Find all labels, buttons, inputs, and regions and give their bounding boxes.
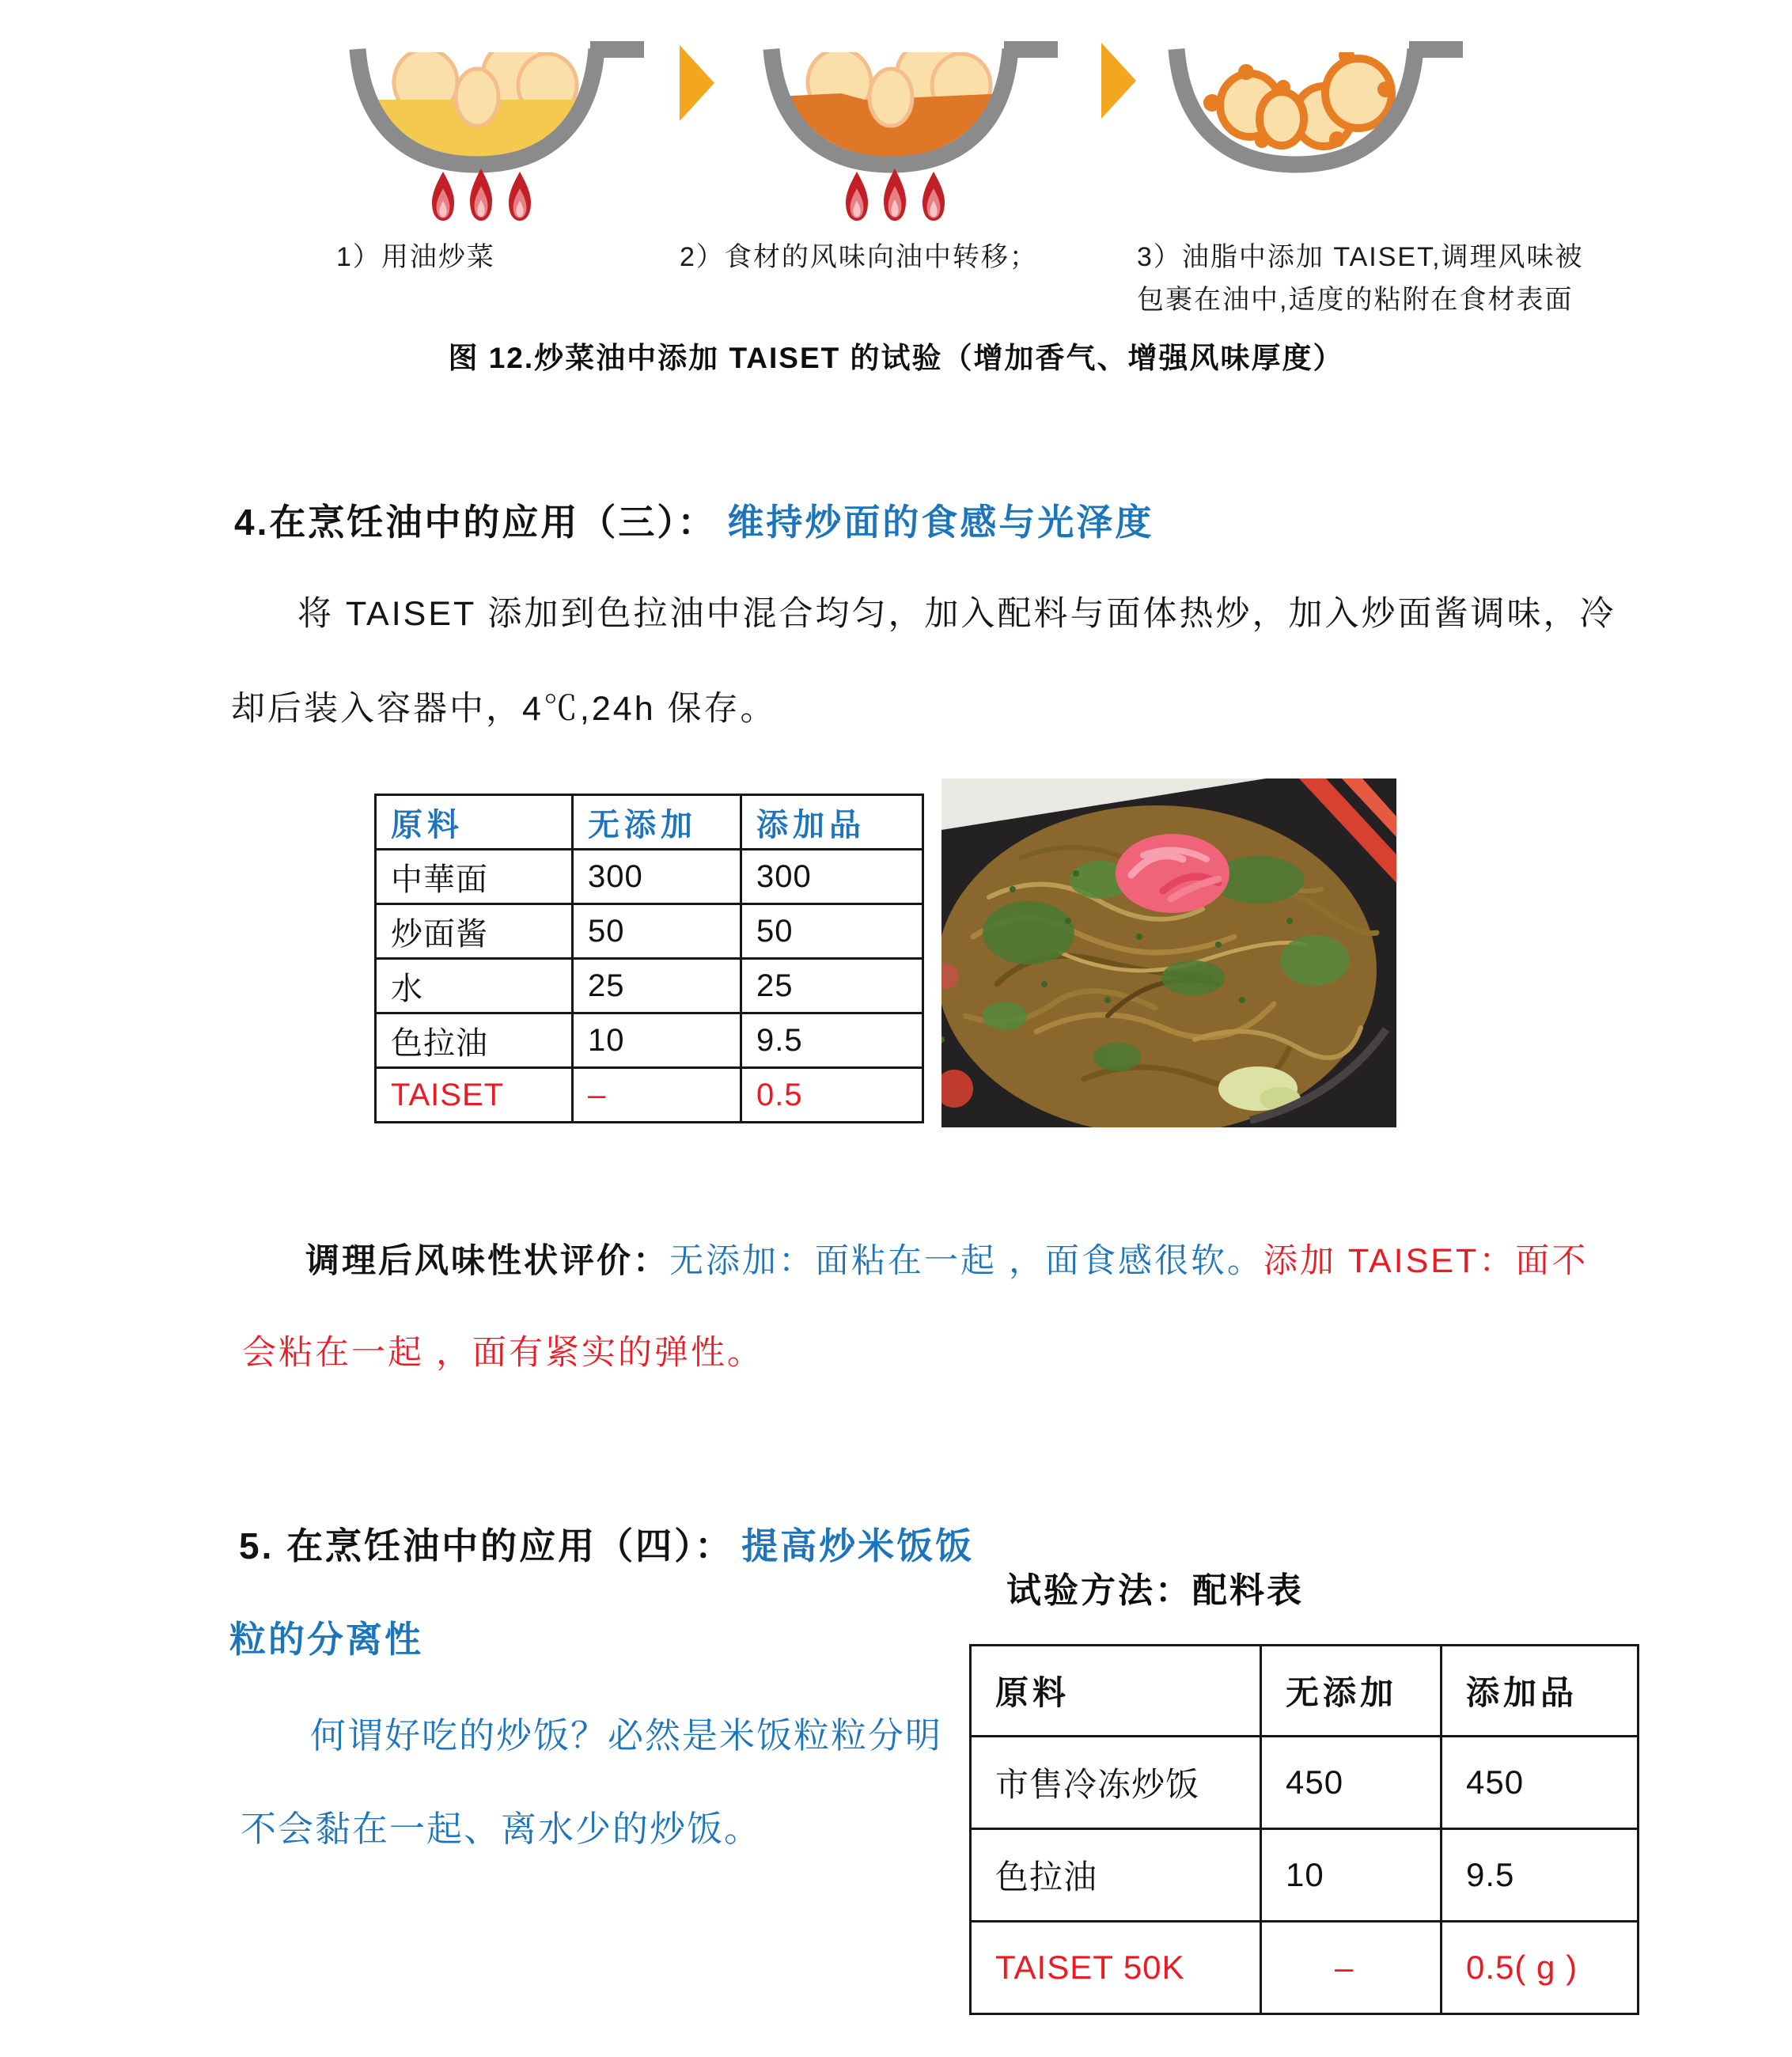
ingredient-name: 水: [376, 959, 573, 1013]
wok-handle: [1004, 41, 1058, 58]
wok-step3-illustration: [1151, 38, 1468, 180]
table-row-taiset: [376, 1068, 923, 1123]
with-additive-value: 0.5( g ): [1442, 1922, 1639, 2014]
with-additive-value: 9.5: [1442, 1829, 1639, 1922]
col-header-no-additive: 无添加: [573, 795, 741, 850]
section4-paragraph-line2: 却后装入容器中，4℃,24h 保存。: [231, 690, 777, 728]
with-additive-value: 450: [1442, 1737, 1639, 1829]
section5-heading: [239, 1525, 974, 1567]
table-row: [376, 904, 923, 959]
section5-heading-topic-line2: 粒的分离性: [229, 1619, 423, 1660]
wok-handle: [590, 41, 644, 58]
ingredient-name: 中華面: [376, 850, 573, 904]
evaluation-no-additive: 无添加：面粘在一起 ，面食感很软。: [669, 1242, 1263, 1280]
table-row: [376, 959, 923, 1013]
section5-paragraph-line2: 不会黏在一起、离水少的炒饭。: [241, 1809, 762, 1849]
ingredient-name: 市售冷冻炒饭: [971, 1737, 1261, 1829]
ingredient-name: 色拉油: [376, 1013, 573, 1068]
with-additive-value: 300: [741, 850, 923, 904]
wok-handle: [1409, 41, 1463, 58]
ingredient-name: 色拉油: [971, 1829, 1261, 1922]
table-row: [971, 1829, 1639, 1922]
fried-rice-recipe-table: [969, 1644, 1639, 2015]
arrow-right-icon: [1098, 41, 1139, 120]
table-row: [376, 850, 923, 904]
section5-paragraph-line1: 何谓好吃的炒饭？必然是米饭粒粒分明: [310, 1715, 943, 1756]
section4-heading-topic: 维持炒面的食感与光泽度: [727, 502, 1154, 543]
table-header-row: [376, 795, 923, 850]
evaluation-with-additive-part1: 添加 TAISET：面不: [1263, 1242, 1589, 1280]
no-additive-value: 50: [573, 904, 741, 959]
evaluation-line2: 会粘在一起 ，面有紧实的弹性。: [242, 1334, 763, 1372]
yakisoba-recipe-table: [374, 794, 924, 1123]
figure-step1-caption: 1）用油炒菜: [336, 242, 495, 272]
ingredient-name: TAISET: [376, 1068, 573, 1123]
no-additive-value: 300: [573, 850, 741, 904]
col-header-with-additive: 添加品: [741, 795, 923, 850]
col-header-ingredient: 原料: [971, 1646, 1261, 1737]
ingredient-name: TAISET 50K: [971, 1922, 1261, 2014]
figure-step3-caption-line1: 3）油脂中添加 TAISET,调理风味被: [1137, 242, 1584, 272]
table-row-taiset: [971, 1922, 1639, 2014]
no-additive-value: 25: [573, 959, 741, 1013]
with-additive-value: 0.5: [741, 1068, 923, 1123]
table-header-row: [971, 1646, 1639, 1737]
col-header-with-additive: 添加品: [1442, 1646, 1639, 1737]
evaluation-label: 调理后风味性状评价：: [305, 1242, 669, 1280]
wok-step1-illustration: [332, 38, 649, 228]
arrow-right-icon: [676, 44, 718, 123]
col-header-ingredient: 原料: [376, 795, 573, 850]
flames-icon: [432, 169, 531, 221]
evaluation-line1: [305, 1242, 1588, 1281]
wok-step2-illustration: [746, 38, 1063, 228]
section5-heading-number: 5. 在烹饪油中的应用（四）：: [239, 1525, 734, 1566]
pickled-ginger: [1116, 834, 1229, 913]
with-additive-value: 50: [741, 904, 923, 959]
section4-heading: [234, 502, 1154, 544]
yakisoba-photo: [941, 778, 1396, 1127]
with-additive-value: 9.5: [741, 1013, 923, 1068]
section4-paragraph-line1: 将 TAISET 添加到色拉油中混合均匀，加入配料与面体热炒，加入炒面酱调味，冷: [297, 595, 1616, 633]
figure-title: 图 12.炒菜油中添加 TAISET 的试验（增加香气、增强风味厚度）: [448, 342, 1344, 374]
with-additive-value: 25: [741, 959, 923, 1013]
ingredient-name: 炒面酱: [376, 904, 573, 959]
section5-heading-topic-line1: 提高炒米饭饭: [741, 1525, 975, 1566]
section4-heading-number: 4.在烹饪油中的应用（三）：: [234, 502, 717, 543]
figure-step3-caption-line2: 包裹在油中,适度的粘附在食材表面: [1137, 285, 1574, 315]
table-row: [971, 1737, 1639, 1829]
table-row: [376, 1013, 923, 1068]
no-additive-value: 10: [573, 1013, 741, 1068]
no-additive-value: 10: [1261, 1829, 1442, 1922]
no-additive-value: –: [1261, 1922, 1442, 2014]
figure-step2-caption: 2）食材的风味向油中转移；: [680, 242, 1038, 272]
no-additive-value: 450: [1261, 1737, 1442, 1829]
flames-icon: [846, 169, 945, 221]
no-additive-value: –: [573, 1068, 741, 1123]
test-method-label: 试验方法：配料表: [1006, 1571, 1304, 1610]
col-header-no-additive: 无添加: [1261, 1646, 1442, 1737]
